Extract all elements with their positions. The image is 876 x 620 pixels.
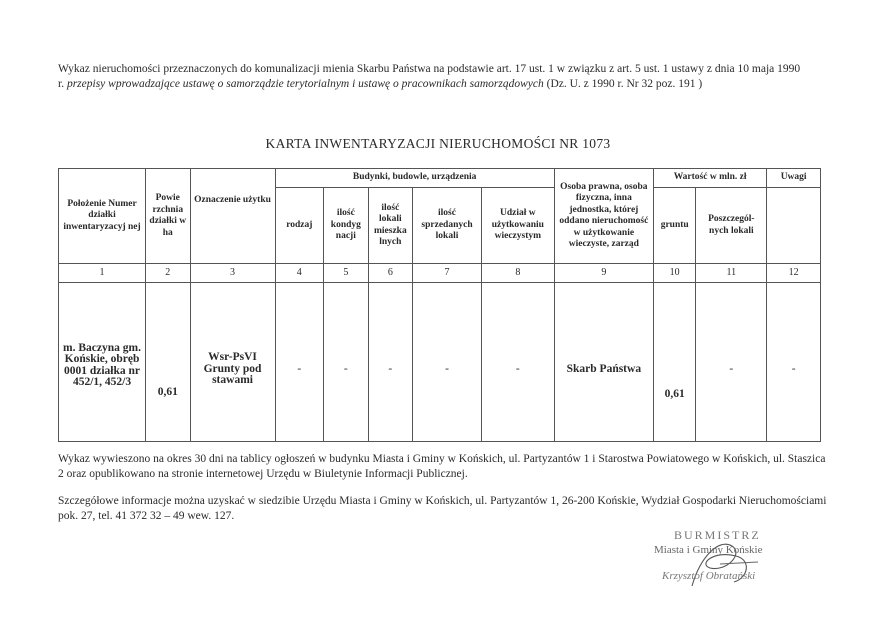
intro-text-b: (Dz. U. z 1990 r. Nr 32 poz. 191 ): [543, 78, 703, 90]
table-column-numbers-row: [59, 264, 821, 283]
footer-contact: Szczegółowe informacje można uzyskać w siedzibie Urzędu Miasta i Gminy w Końskich, ul. Partyzantów 1, 26-200 Końskie, Wydział Gospodarki Nieruchomościami pok. 27, tel. 41 372 32 – 49 wew. 127.: [58, 495, 827, 522]
signature-title: BURMISTRZ: [674, 528, 761, 542]
inventory-table: [58, 168, 821, 442]
header-uwagi: Uwagi: [767, 169, 821, 188]
column-number: 12: [767, 264, 821, 283]
column-number: 3: [190, 264, 275, 283]
intro-paragraph: [58, 62, 803, 92]
cell-uwagi: -: [767, 283, 821, 442]
header-uwagi-sub: [767, 188, 821, 264]
cell-lokali: -: [368, 283, 413, 442]
column-number: 6: [368, 264, 413, 283]
table-header-row-1: [59, 169, 821, 188]
cell-powierzchnia: 0,61: [146, 283, 191, 442]
header-polozenie: Położenie Numer działki inwentaryzacyj nej: [59, 169, 146, 264]
intro-text-a: Wykaz nieruchomości przeznaczonych do komunalizacji mienia Skarbu Państwa na podstawie art. 17 ust. 1 w związku z art. 5 ust. 1 ustawy z dnia 10 maja 1990 r.: [58, 63, 801, 90]
header-oznaczenie: Oznaczenie użytku: [190, 169, 275, 264]
cell-udzial: -: [481, 283, 554, 442]
header-budynki-group: Budynki, budowle, urządzenia: [275, 169, 554, 188]
header-lokali: ilość lokali mieszka lnych: [368, 188, 413, 264]
signature-name: Krzysztof Obratański: [662, 570, 756, 582]
signature-stamp: [640, 528, 790, 588]
column-number: 2: [146, 264, 191, 283]
column-number: 5: [324, 264, 369, 283]
column-number: 9: [554, 264, 653, 283]
header-kondygnacji: ilość kondyg nacji: [324, 188, 369, 264]
header-rodzaj: rodzaj: [275, 188, 324, 264]
column-number: 8: [481, 264, 554, 283]
header-osoba: Osoba prawna, osoba fizyczna, inna jednostka, której oddano nieruchomość w użytkowanie wieczyste, zarząd: [554, 169, 653, 264]
header-poszczegolnych: Poszczegól- nych lokali: [696, 188, 767, 264]
signature-office: Miasta i Gminy Końskie: [654, 544, 763, 556]
footer-notice: Wykaz wywieszono na okres 30 dni na tablicy ogłoszeń w budynku Miasta i Gminy w Końskich, ul. Partyzantów 1 i Starostwa Powiatowego w Końskich, ul. Staszica 2 oraz opublikowano na stronie internetowej Urzędu w Biuletynie Informacji Publicznej.: [58, 453, 826, 480]
cell-poszczegolnych: -: [696, 283, 767, 442]
header-gruntu: gruntu: [653, 188, 695, 264]
cell-oznaczenie: Wsr-PsVI Grunty pod stawami: [190, 283, 275, 442]
cell-sprzedanych: -: [413, 283, 482, 442]
cell-gruntu: 0,61: [653, 283, 695, 442]
header-sprzedanych: ilość sprzedanych lokali: [413, 188, 482, 264]
cell-rodzaj: -: [275, 283, 324, 442]
page-title: KARTA INWENTARYZACJI NIERUCHOMOŚCI NR 1073: [265, 136, 611, 151]
column-number: 11: [696, 264, 767, 283]
cell-kondygnacji: -: [324, 283, 369, 442]
table-row: [59, 283, 821, 442]
column-number: 1: [59, 264, 146, 283]
header-powierzchnia: Powie rzchnia działki w ha: [146, 169, 191, 264]
cell-osoba: Skarb Państwa: [554, 283, 653, 442]
column-number: 10: [653, 264, 695, 283]
cell-polozenie: m. Baczyna gm. Końskie, obręb 0001 działka nr 452/1, 452/3: [59, 283, 146, 442]
header-udzial: Udział w użytkowaniu wieczystym: [481, 188, 554, 264]
header-wartosc-group: Wartość w mln. zł: [653, 169, 766, 188]
column-number: 4: [275, 264, 324, 283]
column-number: 7: [413, 264, 482, 283]
intro-text-italic: przepisy wprowadzające ustawę o samorządzie terytorialnym i ustawę o pracownikach samorządowych: [66, 78, 544, 90]
